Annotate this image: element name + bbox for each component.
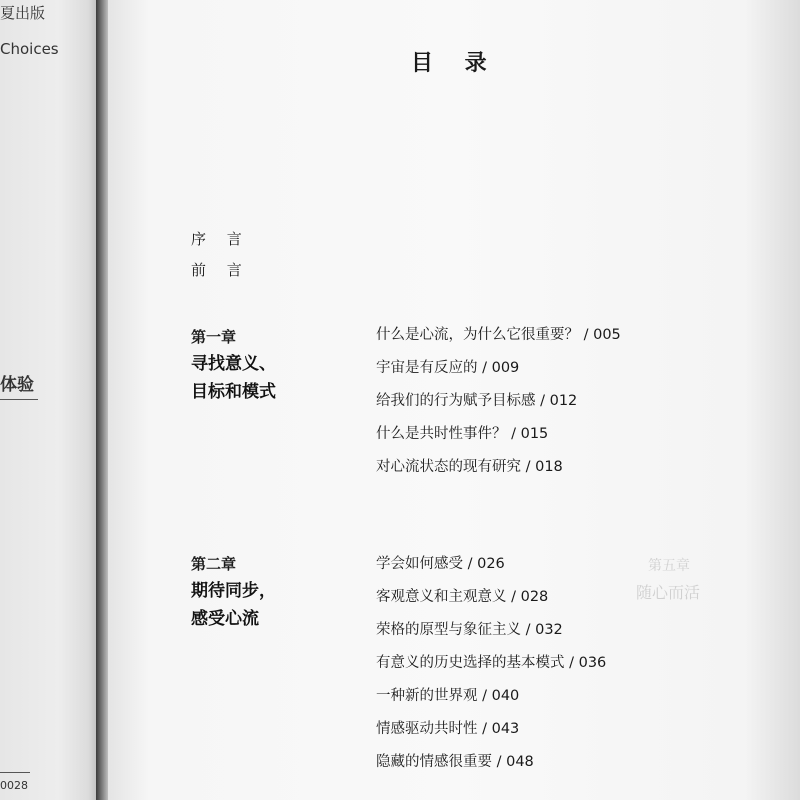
chapter-title-line: 目标和模式 xyxy=(191,382,276,402)
toc-entry: 有意义的历史选择的基本模式 / 036 xyxy=(376,655,607,671)
toc-entry: 给我们的行为赋予目标感 / 012 xyxy=(376,393,578,409)
toc-entry: 隐藏的情感很重要 / 048 xyxy=(376,754,534,770)
toc-entry: 学会如何感受 / 026 xyxy=(376,556,505,572)
show-through-text: 第五章 xyxy=(648,558,690,574)
toc-entry: 什么是共时性事件？ / 015 xyxy=(376,426,549,442)
toc-entry: 什么是心流，为什么它很重要？ / 005 xyxy=(376,327,621,343)
chapter-title-line: 感受心流 xyxy=(191,609,259,629)
chapter-entry-list xyxy=(376,548,606,779)
chapter-number: 第二章 xyxy=(191,555,237,573)
left-page-fragment: Choices xyxy=(0,40,59,58)
toc-title: 目 录 xyxy=(411,51,499,76)
chapter-title xyxy=(191,350,276,406)
left-page-fragment: 0028 xyxy=(0,779,28,792)
chapter-title-line: 寻找意义、 xyxy=(191,354,276,374)
toc-entry: 对心流状态的现有研究 / 018 xyxy=(376,459,563,475)
chapter-title xyxy=(191,577,276,633)
front-matter-preface: 序 言 xyxy=(191,230,250,248)
left-page-rule xyxy=(0,399,38,400)
left-page-rule xyxy=(0,772,30,773)
toc-entry: 荣格的原型与象征主义 / 032 xyxy=(376,622,563,638)
chapter-entry-list xyxy=(376,319,621,484)
left-page-fragment: 体验 xyxy=(0,375,34,395)
chapter-title-line: 期待同步， xyxy=(191,581,276,601)
toc-entry: 客观意义和主观意义 / 028 xyxy=(376,589,549,605)
left-page-fragment: 夏出版 xyxy=(0,4,46,22)
toc-entry: 宇宙是有反应的 / 009 xyxy=(376,360,520,376)
show-through-text: 随心而活 xyxy=(636,583,701,602)
left-facing-page xyxy=(0,0,98,800)
toc-page xyxy=(108,0,800,800)
front-matter-foreword: 前 言 xyxy=(191,261,250,279)
toc-entry: 一种新的世界观 / 040 xyxy=(376,688,520,704)
chapter-number: 第一章 xyxy=(191,328,237,346)
toc-entry: 情感驱动共时性 / 043 xyxy=(376,721,520,737)
